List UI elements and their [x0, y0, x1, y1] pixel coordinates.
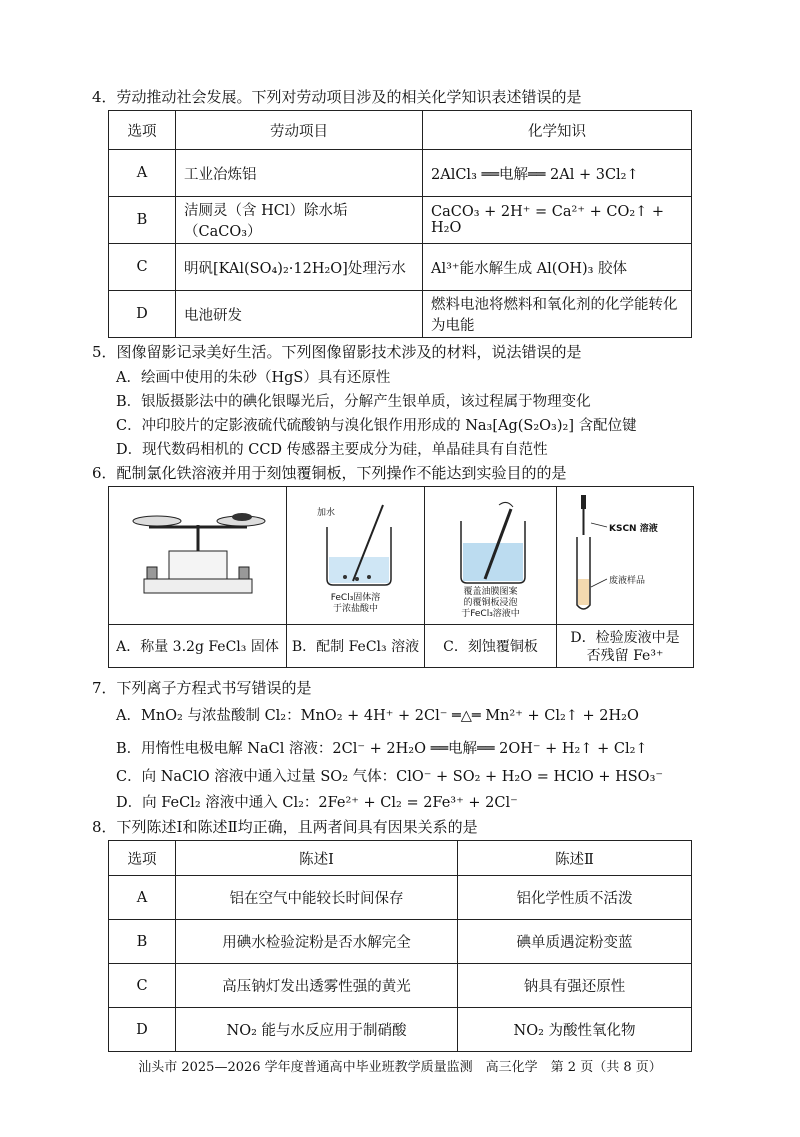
- table-row: [109, 876, 692, 920]
- row-project: 工业冶炼铝: [176, 150, 423, 197]
- row-statement-1: 用碘水检验淀粉是否水解完全: [176, 920, 458, 964]
- question-6-stem: 6．配制氯化铁溶液并用于刻蚀覆铜板，下列操作不能达到实验目的的是: [92, 464, 567, 482]
- question-7-option-a: A．MnO₂ 与浓盐酸制 Cl₂：MnO₂ + 4H⁺ + 2Cl⁻ ═△═ Mn²⁺ + Cl₂↑ + 2H₂O: [116, 708, 639, 724]
- header-statement-1: 陈述Ⅰ: [176, 841, 458, 876]
- row-statement-2: 钠具有强还原性: [458, 964, 692, 1008]
- question-4-table: [108, 110, 692, 338]
- table-row: [109, 150, 692, 197]
- question-5-option-c: C．冲印胶片的定影液硫代硫酸钠与溴化银作用形成的 Na₃[Ag(S₂O₃)₂] 含配位键: [116, 418, 637, 434]
- question-7-option-d: D．向 FeCl₂ 溶液中通入 Cl₂：2Fe²⁺ + Cl₂ = 2Fe³⁺ + 2Cl⁻: [116, 795, 518, 811]
- figure-d: [557, 487, 693, 667]
- question-5-option-d: D．现代数码相机的 CCD 传感器主要成分为硅，单晶硅具有自范性: [116, 442, 548, 458]
- question-5-option-a: A．绘画中使用的朱砂（HgS）具有还原性: [116, 370, 391, 386]
- table-header-row: [109, 841, 692, 876]
- header-project: 劳动项目: [176, 111, 423, 150]
- header-option: 选项: [109, 111, 176, 150]
- test-tube-dropper-icon: [557, 487, 693, 623]
- question-7-option-c: C．向 NaClO 溶液中通入过量 SO₂ 气体：ClO⁻ + SO₂ + H₂O = HClO + HSO₃⁻: [116, 769, 664, 785]
- label-waste-sample: 废液样品: [609, 576, 646, 586]
- question-5-option-b: B．银版摄影法中的碘化银曝光后，分解产生银单质，该过程属于物理变化: [116, 394, 591, 410]
- table-header-row: [109, 111, 692, 150]
- note-line: 于浓盐酸中: [332, 604, 378, 614]
- row-option: A: [109, 150, 176, 197]
- header-option: 选项: [109, 841, 176, 876]
- caption-b: B．配制 FeCl₃ 溶液: [287, 624, 424, 668]
- row-option: D: [109, 291, 176, 338]
- row-statement-2: 碘单质遇淀粉变蓝: [458, 920, 692, 964]
- question-7-stem: 7．下列离子方程式书写错误的是: [92, 679, 312, 697]
- figure-a: [109, 487, 287, 667]
- note-line: 覆盖油膜图案: [463, 587, 518, 597]
- question-8-table: [108, 840, 692, 1052]
- row-knowledge: CaCO₃ + 2H⁺ = Ca²⁺ + CO₂↑ + H₂O: [423, 197, 692, 244]
- question-4-stem: 4．劳动推动社会发展。下列对劳动项目涉及的相关化学知识表述错误的是: [92, 88, 582, 106]
- note-line: FeCl₃固体溶: [330, 593, 381, 603]
- caption-a: A．称量 3.2g FeCl₃ 固体: [109, 624, 286, 668]
- row-option: B: [109, 920, 176, 964]
- label-add-water: 加水: [317, 508, 336, 518]
- row-knowledge: 2AlCl₃ ══电解══ 2Al + 3Cl₂↑: [423, 150, 692, 197]
- caption-c: C．刻蚀覆铜板: [425, 624, 556, 668]
- question-8-stem: 8．下列陈述Ⅰ和陈述Ⅱ均正确，且两者间具有因果关系的是: [92, 818, 478, 836]
- header-knowledge: 化学知识: [423, 111, 692, 150]
- label-fecl3-note: [287, 593, 424, 615]
- question-5-stem: 5．图像留影记录美好生活。下列图像留影技术涉及的材料，说法错误的是: [92, 343, 582, 361]
- header-statement-2: 陈述Ⅱ: [458, 841, 692, 876]
- row-option: C: [109, 964, 176, 1008]
- table-row: [109, 920, 692, 964]
- question-6-figure-grid: [108, 486, 694, 668]
- row-option: C: [109, 244, 176, 291]
- label-etch-note: [425, 587, 556, 620]
- table-row: [109, 244, 692, 291]
- row-statement-1: NO₂ 能与水反应用于制硝酸: [176, 1008, 458, 1052]
- table-row: [109, 1008, 692, 1052]
- row-statement-2: 铝化学性质不活泼: [458, 876, 692, 920]
- row-statement-1: 铝在空气中能较长时间保存: [176, 876, 458, 920]
- table-row: [109, 964, 692, 1008]
- caption-d: D．检验废液中是否残留 Fe³⁺: [557, 624, 693, 668]
- row-knowledge: 燃料电池将燃料和氧化剂的化学能转化为电能: [423, 291, 692, 338]
- row-project: 明矾[KAl(SO₄)₂·12H₂O]处理污水: [176, 244, 423, 291]
- row-option: D: [109, 1008, 176, 1052]
- balance-icon: [109, 487, 287, 623]
- figure-c: [425, 487, 557, 667]
- row-option: A: [109, 876, 176, 920]
- row-project: 电池研发: [176, 291, 423, 338]
- row-option: B: [109, 197, 176, 244]
- row-statement-1: 高压钠灯发出透雾性强的黄光: [176, 964, 458, 1008]
- note-line: 的覆铜板浸泡: [463, 598, 518, 608]
- page-footer: 汕头市 2025—2026 学年度普通高中毕业班教学质量监测 高三化学 第 2 页（共 8 页）: [138, 1060, 662, 1075]
- figure-b: [287, 487, 425, 667]
- question-7-option-b: B．用惰性电极电解 NaCl 溶液：2Cl⁻ + 2H₂O ══电解══ 2OH⁻ + H₂↑ + Cl₂↑: [116, 741, 648, 757]
- note-line: 于FeCl₃溶液中: [461, 609, 520, 619]
- row-statement-2: NO₂ 为酸性氧化物: [458, 1008, 692, 1052]
- table-row: [109, 197, 692, 244]
- row-project: 洁厕灵（含 HCl）除水垢（CaCO₃）: [176, 197, 423, 244]
- table-row: [109, 291, 692, 338]
- row-knowledge: Al³⁺能水解生成 Al(OH)₃ 胶体: [423, 244, 692, 291]
- label-kscn: KSCN 溶液: [609, 524, 658, 534]
